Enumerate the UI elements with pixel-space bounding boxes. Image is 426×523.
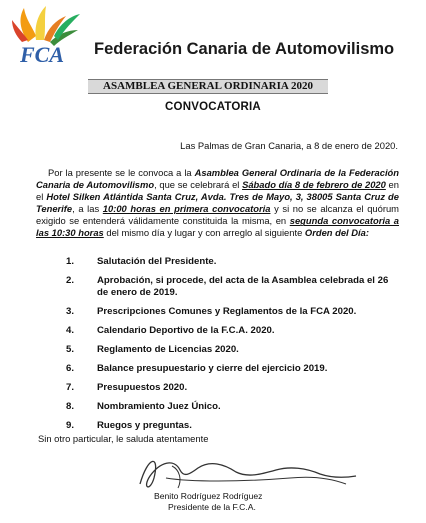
body-text-part: , a las: [72, 203, 103, 215]
order-of-day-label: Orden del Día:: [304, 227, 369, 239]
agenda-item-number: 2.: [66, 275, 75, 286]
agenda-item: [66, 344, 396, 356]
body-text-part: y si no se alcanza el quórum exigido se entenderá válidamente constituida la misma, en: [36, 203, 399, 227]
agenda-item-text: Nombramiento Juez Único.: [97, 400, 221, 412]
body-text-part: Por la presente se le convoca a la: [48, 167, 195, 178]
agenda-item-text: Aprobación, si procede, del acta de la Asamblea celebrada el 26 de enero de 2019.: [97, 275, 389, 298]
signatory-name: Benito Rodríguez Rodríguez: [154, 491, 263, 501]
agenda-item: [66, 306, 396, 318]
signatory-role: Presidente de la F.C.A.: [168, 502, 256, 512]
agenda-item: [66, 382, 396, 394]
place-and-date: Las Palmas de Gran Canaria, a 8 de enero de 2020.: [180, 140, 398, 151]
agenda-item: [66, 363, 396, 375]
agenda-item: [66, 401, 396, 413]
first-call-time: 10:00 horas en primera convocatoria: [102, 203, 271, 215]
meeting-venue: Hotel Silken Atlántida Santa Cruz, Avda. Tres de Mayo, 3, 38005 Santa Cruz de Tenerife: [36, 191, 399, 215]
body-text-part: , que se celebrará el: [154, 179, 243, 191]
document-heading: CONVOCATORIA: [165, 101, 261, 113]
logo-text: FCA: [20, 42, 65, 66]
agenda-item-text: Prescripciones Comunes y Reglamentos de la FCA 2020.: [97, 305, 357, 317]
agenda-item-number: 6.: [66, 362, 75, 374]
agenda-item-text: Ruegos y preguntas.: [97, 419, 192, 431]
assembly-banner: ASAMBLEA GENERAL ORDINARIA 2020: [88, 79, 328, 94]
second-call-time: segunda convocatoria a las 10:30 horas: [36, 215, 399, 239]
agenda-item: [66, 325, 396, 337]
agenda-item: [66, 420, 396, 432]
closing-line: Sin otro particular, le saluda atentamente: [38, 433, 209, 444]
agenda-item-number: 1.: [66, 256, 75, 267]
logo-flame-icon: [12, 6, 80, 46]
agenda-list: [66, 256, 396, 439]
agenda-item-number: 5.: [66, 343, 75, 355]
agenda-item-text: Salutación del Presidente.: [97, 256, 217, 267]
convocation-paragraph: [36, 167, 399, 240]
agenda-item-number: 4.: [66, 324, 75, 336]
body-text-part: del mismo día y lugar y con arreglo al siguiente: [103, 227, 305, 239]
assembly-name: Asamblea General Ordinaria de la Federación Canaria de Automovilismo: [36, 167, 399, 191]
agenda-item-number: 8.: [66, 400, 75, 412]
body-text-part: en el: [36, 179, 399, 203]
agenda-item-number: 3.: [66, 305, 75, 317]
fca-logo: [8, 2, 84, 66]
meeting-date: Sábado día 8 de febrero de 2020: [242, 179, 386, 191]
agenda-item-text: Calendario Deportivo de la F.C.A. 2020.: [97, 324, 275, 336]
agenda-item: [66, 275, 396, 298]
agenda-item: [66, 256, 396, 268]
agenda-item-number: 7.: [66, 381, 75, 393]
organization-title: Federación Canaria de Automovilismo: [94, 40, 395, 58]
agenda-item-number: 9.: [66, 419, 75, 431]
agenda-item-text: Reglamento de Licencias 2020.: [97, 343, 239, 355]
agenda-item-text: Balance presupuestario y cierre del ejercicio 2019.: [97, 362, 328, 374]
agenda-item-text: Presupuestos 2020.: [97, 381, 188, 393]
